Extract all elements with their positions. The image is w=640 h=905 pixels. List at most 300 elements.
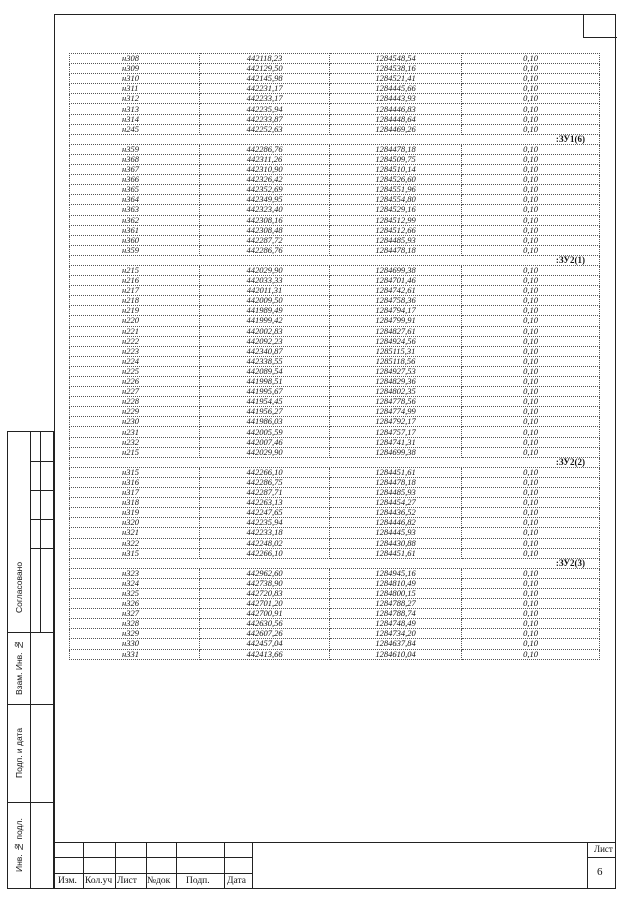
point-name-cell: н312 xyxy=(70,94,200,104)
x-coordinate-cell: 442349,95 xyxy=(200,195,330,205)
y-coordinate-cell: 1284788,27 xyxy=(330,599,462,609)
accuracy-cell: 0,10 xyxy=(462,649,600,659)
y-coordinate-cell: 1284788,74 xyxy=(330,609,462,619)
y-coordinate-cell: 1285115,31 xyxy=(330,346,462,356)
data-label: Дата xyxy=(227,876,246,886)
table-row xyxy=(70,477,600,487)
table-row xyxy=(70,346,600,356)
y-coordinate-cell: 1284445,66 xyxy=(330,84,462,94)
table-row xyxy=(70,326,600,336)
y-coordinate-cell: 1284485,93 xyxy=(330,488,462,498)
point-name-cell: н330 xyxy=(70,639,200,649)
table-row xyxy=(70,407,600,417)
point-name-cell: н367 xyxy=(70,165,200,175)
accuracy-cell: 0,10 xyxy=(462,215,600,225)
x-coordinate-cell: 442607,26 xyxy=(200,629,330,639)
point-name-cell: н317 xyxy=(70,488,200,498)
accuracy-cell: 0,10 xyxy=(462,74,600,84)
point-name-cell: н316 xyxy=(70,477,200,487)
x-coordinate-cell: 442252,63 xyxy=(200,124,330,134)
table-row xyxy=(70,276,600,286)
accuracy-cell: 0,10 xyxy=(462,488,600,498)
section-title: :ЗУ2(2) xyxy=(70,457,600,467)
y-coordinate-cell: 1284802,35 xyxy=(330,387,462,397)
accuracy-cell: 0,10 xyxy=(462,84,600,94)
accuracy-cell: 0,10 xyxy=(462,286,600,296)
table-row xyxy=(70,64,600,74)
accuracy-cell: 0,10 xyxy=(462,467,600,477)
accuracy-cell: 0,10 xyxy=(462,124,600,134)
point-name-cell: н365 xyxy=(70,185,200,195)
y-coordinate-cell: 1284734,20 xyxy=(330,629,462,639)
point-name-cell: н315 xyxy=(70,467,200,477)
x-coordinate-cell: 442033,33 xyxy=(200,276,330,286)
y-coordinate-cell: 1284448,64 xyxy=(330,114,462,124)
accuracy-cell: 0,10 xyxy=(462,94,600,104)
y-coordinate-cell: 1284521,41 xyxy=(330,74,462,84)
table-row xyxy=(70,205,600,215)
x-coordinate-cell: 442029,90 xyxy=(200,447,330,457)
point-name-cell: н328 xyxy=(70,619,200,629)
x-coordinate-cell: 442413,66 xyxy=(200,649,330,659)
table-row xyxy=(70,568,600,578)
accuracy-cell: 0,10 xyxy=(462,225,600,235)
x-coordinate-cell: 442231,17 xyxy=(200,84,330,94)
accuracy-cell: 0,10 xyxy=(462,619,600,629)
table-row xyxy=(70,84,600,94)
accuracy-cell: 0,10 xyxy=(462,588,600,598)
inv-podl-label: Инв. № подл. xyxy=(14,818,24,872)
point-name-cell: н227 xyxy=(70,387,200,397)
point-name-cell: н310 xyxy=(70,74,200,84)
accuracy-cell: 0,10 xyxy=(462,296,600,306)
table-row xyxy=(70,94,600,104)
point-name-cell: н220 xyxy=(70,316,200,326)
table-row xyxy=(70,215,600,225)
x-coordinate-cell: 442340,87 xyxy=(200,346,330,356)
accuracy-cell: 0,10 xyxy=(462,477,600,487)
x-coordinate-cell: 442248,02 xyxy=(200,538,330,548)
table-row xyxy=(70,447,600,457)
sheet-label: Лист xyxy=(594,844,613,854)
point-name-cell: н361 xyxy=(70,225,200,235)
point-name-cell: н217 xyxy=(70,286,200,296)
y-coordinate-cell: 1284436,52 xyxy=(330,508,462,518)
y-coordinate-cell: 1284794,17 xyxy=(330,306,462,316)
x-coordinate-cell: 442338,55 xyxy=(200,356,330,366)
y-coordinate-cell: 1284538,16 xyxy=(330,64,462,74)
accuracy-cell: 0,10 xyxy=(462,346,600,356)
point-name-cell: н225 xyxy=(70,366,200,376)
point-name-cell: н315 xyxy=(70,548,200,558)
accuracy-cell: 0,10 xyxy=(462,306,600,316)
x-coordinate-cell: 442323,40 xyxy=(200,205,330,215)
x-coordinate-cell: 441995,67 xyxy=(200,387,330,397)
table-row xyxy=(70,316,600,326)
coordinates-table xyxy=(69,53,600,660)
point-name-cell: н324 xyxy=(70,578,200,588)
accuracy-cell: 0,10 xyxy=(462,114,600,124)
point-name-cell: н309 xyxy=(70,64,200,74)
table-row xyxy=(70,377,600,387)
section-title: :ЗУ2(3) xyxy=(70,558,600,568)
x-coordinate-cell: 442092,23 xyxy=(200,336,330,346)
x-coordinate-cell: 442457,04 xyxy=(200,639,330,649)
point-name-cell: н327 xyxy=(70,609,200,619)
y-coordinate-cell: 1284778,56 xyxy=(330,397,462,407)
x-coordinate-cell: 442266,10 xyxy=(200,467,330,477)
x-coordinate-cell: 442089,54 xyxy=(200,366,330,376)
point-name-cell: н218 xyxy=(70,296,200,306)
y-coordinate-cell: 1284699,38 xyxy=(330,447,462,457)
table-row xyxy=(70,619,600,629)
y-coordinate-cell: 1284741,31 xyxy=(330,437,462,447)
x-coordinate-cell: 442287,72 xyxy=(200,235,330,245)
accuracy-cell: 0,10 xyxy=(462,518,600,528)
y-coordinate-cell: 1285118,56 xyxy=(330,356,462,366)
point-name-cell: н228 xyxy=(70,397,200,407)
bottom-stamp xyxy=(54,842,616,889)
y-coordinate-cell: 1284445,93 xyxy=(330,528,462,538)
accuracy-cell: 0,10 xyxy=(462,427,600,437)
point-name-cell: н308 xyxy=(70,54,200,64)
x-coordinate-cell: 442352,69 xyxy=(200,185,330,195)
accuracy-cell: 0,10 xyxy=(462,538,600,548)
table-row xyxy=(70,437,600,447)
point-name-cell: н219 xyxy=(70,306,200,316)
table-row xyxy=(70,397,600,407)
table-row xyxy=(70,286,600,296)
x-coordinate-cell: 442287,71 xyxy=(200,488,330,498)
table-row xyxy=(70,548,600,558)
x-coordinate-cell: 442286,76 xyxy=(200,144,330,154)
x-coordinate-cell: 442129,50 xyxy=(200,64,330,74)
section-header-row xyxy=(70,255,600,265)
point-name-cell: н221 xyxy=(70,326,200,336)
accuracy-cell: 0,10 xyxy=(462,447,600,457)
accuracy-cell: 0,10 xyxy=(462,377,600,387)
table-row xyxy=(70,356,600,366)
y-coordinate-cell: 1284443,93 xyxy=(330,94,462,104)
y-coordinate-cell: 1284451,61 xyxy=(330,467,462,477)
x-coordinate-cell: 442005,59 xyxy=(200,427,330,437)
y-coordinate-cell: 1284610,04 xyxy=(330,649,462,659)
y-coordinate-cell: 1284829,36 xyxy=(330,377,462,387)
y-coordinate-cell: 1284512,66 xyxy=(330,225,462,235)
y-coordinate-cell: 1284924,56 xyxy=(330,336,462,346)
x-coordinate-cell: 442962,60 xyxy=(200,568,330,578)
point-name-cell: н319 xyxy=(70,508,200,518)
section-header-row xyxy=(70,134,600,144)
y-coordinate-cell: 1284526,60 xyxy=(330,175,462,185)
table-row xyxy=(70,588,600,598)
table-row xyxy=(70,639,600,649)
point-name-cell: н231 xyxy=(70,427,200,437)
accuracy-cell: 0,10 xyxy=(462,548,600,558)
x-coordinate-cell: 441954,45 xyxy=(200,397,330,407)
point-name-cell: н331 xyxy=(70,649,200,659)
x-coordinate-cell: 442011,31 xyxy=(200,286,330,296)
accuracy-cell: 0,10 xyxy=(462,387,600,397)
x-coordinate-cell: 442009,50 xyxy=(200,296,330,306)
table-row xyxy=(70,599,600,609)
point-name-cell: н363 xyxy=(70,205,200,215)
y-coordinate-cell: 1284509,75 xyxy=(330,154,462,164)
x-coordinate-cell: 442310,90 xyxy=(200,165,330,175)
table-row xyxy=(70,265,600,275)
accuracy-cell: 0,10 xyxy=(462,165,600,175)
y-coordinate-cell: 1284478,18 xyxy=(330,144,462,154)
kol-uch-label: Кол.уч xyxy=(85,876,113,886)
table-row xyxy=(70,417,600,427)
n-dok-label: №док xyxy=(147,876,171,886)
point-name-cell: н314 xyxy=(70,114,200,124)
accuracy-cell: 0,10 xyxy=(462,336,600,346)
x-coordinate-cell: 441998,51 xyxy=(200,377,330,387)
accuracy-cell: 0,10 xyxy=(462,397,600,407)
x-coordinate-cell: 442701,20 xyxy=(200,599,330,609)
table-row xyxy=(70,387,600,397)
section-title: :ЗУ2(1) xyxy=(70,255,600,265)
table-row xyxy=(70,296,600,306)
point-name-cell: н321 xyxy=(70,528,200,538)
x-coordinate-cell: 442308,48 xyxy=(200,225,330,235)
point-name-cell: н215 xyxy=(70,265,200,275)
accuracy-cell: 0,10 xyxy=(462,356,600,366)
y-coordinate-cell: 1284699,38 xyxy=(330,265,462,275)
accuracy-cell: 0,10 xyxy=(462,316,600,326)
table-row xyxy=(70,366,600,376)
sheet-number: 6 xyxy=(597,866,603,878)
x-coordinate-cell: 442286,76 xyxy=(200,245,330,255)
point-name-cell: н226 xyxy=(70,377,200,387)
y-coordinate-cell: 1284469,26 xyxy=(330,124,462,134)
table-row xyxy=(70,427,600,437)
x-coordinate-cell: 442233,17 xyxy=(200,94,330,104)
point-name-cell: н359 xyxy=(70,144,200,154)
table-row xyxy=(70,578,600,588)
x-coordinate-cell: 442738,90 xyxy=(200,578,330,588)
x-coordinate-cell: 442630,56 xyxy=(200,619,330,629)
x-coordinate-cell: 442233,87 xyxy=(200,114,330,124)
x-coordinate-cell: 442308,16 xyxy=(200,215,330,225)
point-name-cell: н360 xyxy=(70,235,200,245)
x-coordinate-cell: 442029,90 xyxy=(200,265,330,275)
accuracy-cell: 0,10 xyxy=(462,417,600,427)
table-row xyxy=(70,54,600,64)
point-name-cell: н229 xyxy=(70,407,200,417)
point-name-cell: н232 xyxy=(70,437,200,447)
accuracy-cell: 0,10 xyxy=(462,508,600,518)
point-name-cell: н320 xyxy=(70,518,200,528)
y-coordinate-cell: 1284742,61 xyxy=(330,286,462,296)
x-coordinate-cell: 442235,94 xyxy=(200,104,330,114)
y-coordinate-cell: 1284454,27 xyxy=(330,498,462,508)
accuracy-cell: 0,10 xyxy=(462,407,600,417)
table-row xyxy=(70,185,600,195)
point-name-cell: н325 xyxy=(70,588,200,598)
x-coordinate-cell: 441956,27 xyxy=(200,407,330,417)
x-coordinate-cell: 442233,18 xyxy=(200,528,330,538)
accuracy-cell: 0,10 xyxy=(462,195,600,205)
y-coordinate-cell: 1284827,61 xyxy=(330,326,462,336)
x-coordinate-cell: 442326,42 xyxy=(200,175,330,185)
section-title: :ЗУ1(6) xyxy=(70,134,600,144)
y-coordinate-cell: 1284446,82 xyxy=(330,518,462,528)
accuracy-cell: 0,10 xyxy=(462,578,600,588)
y-coordinate-cell: 1284800,15 xyxy=(330,588,462,598)
y-coordinate-cell: 1284512,99 xyxy=(330,215,462,225)
table-row xyxy=(70,528,600,538)
point-name-cell: н216 xyxy=(70,276,200,286)
accuracy-cell: 0,10 xyxy=(462,366,600,376)
table-row xyxy=(70,245,600,255)
accuracy-cell: 0,10 xyxy=(462,64,600,74)
table-row xyxy=(70,235,600,245)
y-coordinate-cell: 1284945,16 xyxy=(330,568,462,578)
x-coordinate-cell: 442700,91 xyxy=(200,609,330,619)
table-row xyxy=(70,508,600,518)
table-row xyxy=(70,74,600,84)
y-coordinate-cell: 1284478,18 xyxy=(330,245,462,255)
point-name-cell: н313 xyxy=(70,104,200,114)
accuracy-cell: 0,10 xyxy=(462,568,600,578)
accuracy-cell: 0,10 xyxy=(462,437,600,447)
y-coordinate-cell: 1284927,53 xyxy=(330,366,462,376)
list-label: Лист xyxy=(117,876,137,886)
accuracy-cell: 0,10 xyxy=(462,265,600,275)
y-coordinate-cell: 1284551,96 xyxy=(330,185,462,195)
table-row xyxy=(70,518,600,528)
point-name-cell: н359 xyxy=(70,245,200,255)
y-coordinate-cell: 1284637,84 xyxy=(330,639,462,649)
y-coordinate-cell: 1284757,17 xyxy=(330,427,462,437)
accuracy-cell: 0,10 xyxy=(462,205,600,215)
corner-box xyxy=(583,14,617,38)
accuracy-cell: 0,10 xyxy=(462,54,600,64)
table-row xyxy=(70,467,600,477)
point-name-cell: н329 xyxy=(70,629,200,639)
table-row xyxy=(70,104,600,114)
soglasovano-label: Согласовано xyxy=(14,561,24,613)
x-coordinate-cell: 442266,10 xyxy=(200,548,330,558)
point-name-cell: н223 xyxy=(70,346,200,356)
section-header-row xyxy=(70,558,600,568)
y-coordinate-cell: 1284478,18 xyxy=(330,477,462,487)
x-coordinate-cell: 442263,13 xyxy=(200,498,330,508)
y-coordinate-cell: 1284446,83 xyxy=(330,104,462,114)
table-row xyxy=(70,538,600,548)
izm-label: Изм. xyxy=(58,876,77,886)
y-coordinate-cell: 1284792,17 xyxy=(330,417,462,427)
accuracy-cell: 0,10 xyxy=(462,599,600,609)
table-row xyxy=(70,225,600,235)
x-coordinate-cell: 442286,75 xyxy=(200,477,330,487)
table-row xyxy=(70,649,600,659)
y-coordinate-cell: 1284554,80 xyxy=(330,195,462,205)
table-row xyxy=(70,144,600,154)
accuracy-cell: 0,10 xyxy=(462,235,600,245)
point-name-cell: н366 xyxy=(70,175,200,185)
y-coordinate-cell: 1284774,99 xyxy=(330,407,462,417)
accuracy-cell: 0,10 xyxy=(462,175,600,185)
point-name-cell: н222 xyxy=(70,336,200,346)
x-coordinate-cell: 442720,83 xyxy=(200,588,330,598)
point-name-cell: н326 xyxy=(70,599,200,609)
accuracy-cell: 0,10 xyxy=(462,498,600,508)
y-coordinate-cell: 1284430,88 xyxy=(330,538,462,548)
x-coordinate-cell: 442118,23 xyxy=(200,54,330,64)
y-coordinate-cell: 1284451,61 xyxy=(330,548,462,558)
x-coordinate-cell: 441986,03 xyxy=(200,417,330,427)
accuracy-cell: 0,10 xyxy=(462,326,600,336)
x-coordinate-cell: 442235,94 xyxy=(200,518,330,528)
accuracy-cell: 0,10 xyxy=(462,154,600,164)
y-coordinate-cell: 1284485,93 xyxy=(330,235,462,245)
table-row xyxy=(70,629,600,639)
table-row xyxy=(70,498,600,508)
vzam-inv-label: Взам. Инв. № xyxy=(14,640,24,696)
table-row xyxy=(70,609,600,619)
y-coordinate-cell: 1284810,49 xyxy=(330,578,462,588)
podp-label: Подп. xyxy=(186,876,210,886)
table-row xyxy=(70,336,600,346)
accuracy-cell: 0,10 xyxy=(462,185,600,195)
point-name-cell: н230 xyxy=(70,417,200,427)
point-name-cell: н322 xyxy=(70,538,200,548)
x-coordinate-cell: 442311,26 xyxy=(200,154,330,164)
table-row xyxy=(70,124,600,134)
accuracy-cell: 0,10 xyxy=(462,609,600,619)
point-name-cell: н323 xyxy=(70,568,200,578)
point-name-cell: н215 xyxy=(70,447,200,457)
x-coordinate-cell: 441989,49 xyxy=(200,306,330,316)
table-row xyxy=(70,154,600,164)
y-coordinate-cell: 1284548,54 xyxy=(330,54,462,64)
table-row xyxy=(70,114,600,124)
x-coordinate-cell: 442007,46 xyxy=(200,437,330,447)
table-row xyxy=(70,165,600,175)
accuracy-cell: 0,10 xyxy=(462,639,600,649)
y-coordinate-cell: 1284748,49 xyxy=(330,619,462,629)
accuracy-cell: 0,10 xyxy=(462,276,600,286)
table-row xyxy=(70,175,600,185)
point-name-cell: н245 xyxy=(70,124,200,134)
table-row xyxy=(70,195,600,205)
y-coordinate-cell: 1284529,16 xyxy=(330,205,462,215)
x-coordinate-cell: 442247,65 xyxy=(200,508,330,518)
point-name-cell: н318 xyxy=(70,498,200,508)
point-name-cell: н224 xyxy=(70,356,200,366)
x-coordinate-cell: 442002,83 xyxy=(200,326,330,336)
podp-data-label: Подп. и дата xyxy=(14,727,24,779)
accuracy-cell: 0,10 xyxy=(462,245,600,255)
accuracy-cell: 0,10 xyxy=(462,528,600,538)
table-row xyxy=(70,488,600,498)
point-name-cell: н364 xyxy=(70,195,200,205)
y-coordinate-cell: 1284701,46 xyxy=(330,276,462,286)
point-name-cell: н362 xyxy=(70,215,200,225)
x-coordinate-cell: 442145,98 xyxy=(200,74,330,84)
side-stamp xyxy=(7,431,54,889)
accuracy-cell: 0,10 xyxy=(462,104,600,114)
point-name-cell: н368 xyxy=(70,154,200,164)
accuracy-cell: 0,10 xyxy=(462,144,600,154)
y-coordinate-cell: 1284799,91 xyxy=(330,316,462,326)
accuracy-cell: 0,10 xyxy=(462,629,600,639)
table-row xyxy=(70,306,600,316)
point-name-cell: н311 xyxy=(70,84,200,94)
